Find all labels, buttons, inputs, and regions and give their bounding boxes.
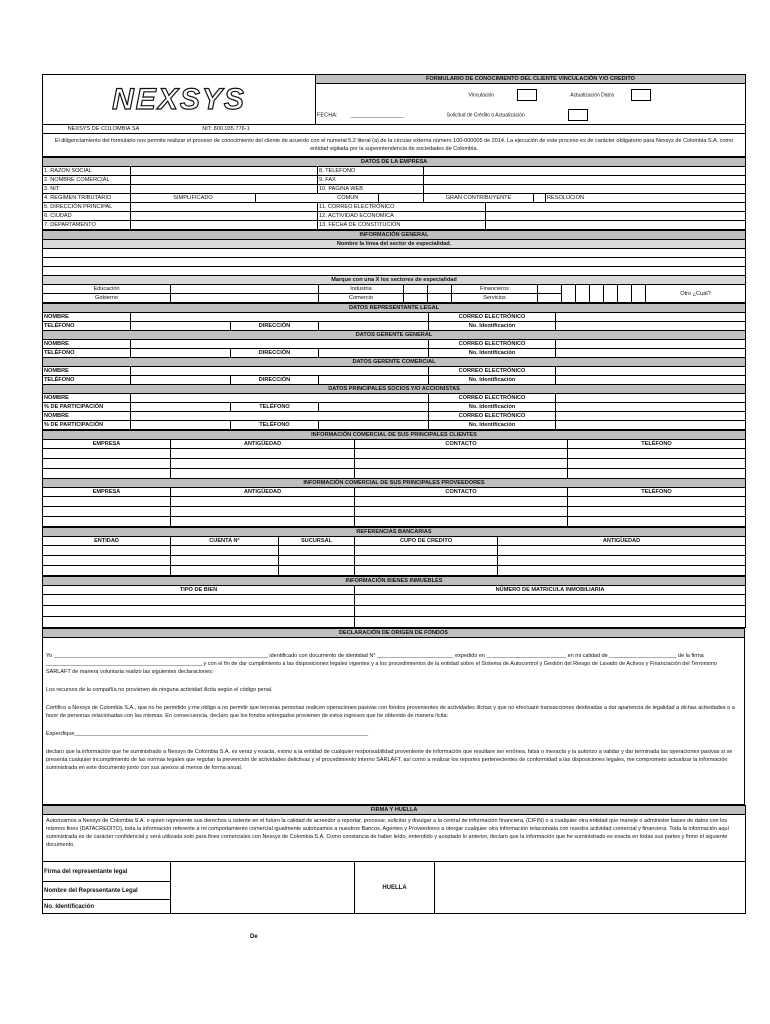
web-field[interactable]	[424, 185, 746, 194]
declaracion-table	[42, 628, 745, 805]
header-table	[42, 74, 746, 157]
vinculacion-checkbox[interactable]	[517, 89, 537, 101]
nit-field[interactable]	[131, 185, 318, 194]
declaracion-body	[43, 638, 745, 805]
rep-telefono-field[interactable]	[131, 322, 231, 331]
regimen-label: 4. REGIMEN TRIBUTARIO	[43, 194, 131, 203]
prov-row3[interactable]	[43, 517, 171, 527]
client-form	[42, 74, 745, 914]
soc1-part-label: % DE PARTICIPACIÓN	[43, 403, 131, 412]
com-nombre-label: NOMBRE	[43, 367, 131, 376]
soc2-telefono-field[interactable]	[319, 421, 429, 430]
soc2-correo-label: CORREO ELECTRÓNICO	[429, 412, 556, 421]
com-telefono-field[interactable]	[131, 376, 231, 385]
huella-label: HUELLA	[355, 862, 435, 914]
soc1-correo-field[interactable]	[556, 394, 746, 403]
nexsys-logo: NEXSYS	[112, 82, 246, 116]
actualizacion-checkbox[interactable]	[631, 89, 651, 101]
ger-nombre-label: NOMBRE	[43, 340, 131, 349]
cli-antiguedad-head: ANTIGÜEDAD	[171, 440, 355, 449]
firma-rep-label: Firma del representante legal	[43, 862, 171, 882]
socios-title: DATOS PRINCIPALES SOCIOS Y/O ACCIONISTAS	[43, 385, 746, 394]
cupo-head: CUPO DE CREDITO	[355, 537, 498, 546]
soc2-id-label: No. Identificación	[429, 421, 556, 430]
cli-empresa-head: EMPRESA	[43, 440, 171, 449]
intro-text: El diligenciamiento del formulario nos permite realizar el proceso de conocimiento del cliente de acuerdo con el numeral 5.2 literal (a) de la circular externa número 100-000005 de 2014. La ejecución de este proceso es de carácter obligatorio para Nexsys de Colombia S.A. como entidad vigilada por la superintendencia de sociedades de Colombia.	[43, 134, 746, 157]
soc1-nombre-label: NOMBRE	[43, 394, 131, 403]
com-nombre-field[interactable]	[131, 367, 429, 376]
cli-contacto-head: CONTACTO	[355, 440, 568, 449]
ger-direccion-field[interactable]	[319, 349, 429, 358]
declaracion-title: DECLARACIÓN DE ORIGEN DE FONDOS	[43, 629, 745, 638]
personas-table	[42, 303, 746, 430]
tipo-bien-head: TIPO DE BIEN	[43, 586, 355, 595]
no-id-label: No. Identificación	[43, 900, 171, 914]
firma-field[interactable]	[171, 862, 355, 914]
prov-row1[interactable]	[43, 497, 171, 507]
soc2-nombre-label: NOMBRE	[43, 412, 131, 421]
com-direccion-field[interactable]	[319, 376, 429, 385]
soc1-telefono-label: TELÉFONO	[231, 403, 319, 412]
declaracion-p4[interactable]: Especifique________________________________________________________________________________________________	[46, 731, 369, 737]
ger-nombre-field[interactable]	[131, 340, 429, 349]
rep-title: DATOS REPRESENTANTE LEGAL	[43, 304, 746, 313]
ger-correo-label: CORREO ELECTRÓNICO	[429, 340, 556, 349]
servicios-option[interactable]: Servicios	[452, 294, 538, 303]
ciudad-field[interactable]	[131, 212, 318, 221]
rep-id-field[interactable]	[556, 322, 746, 331]
depto-field[interactable]	[131, 221, 318, 230]
bank-row1[interactable]	[43, 546, 171, 556]
options-cell	[316, 84, 746, 107]
empresa-table	[42, 157, 746, 230]
inm-row1[interactable]	[43, 595, 355, 606]
educacion-option[interactable]: Educación	[43, 285, 171, 294]
prov-telefono-head: TELÉFONO	[568, 488, 746, 497]
declaracion-p5: declaro que la información que he suministrado a Nexsys de Colombia S.A. es veraz y exacta, eximo a la entidad de cualquier responsabilidad proveniente de información que resultare ser errónea, falsa o inexacta y la autorizo a validar y dar terminada las operaciones pasivas si se presenta cualquier incumplimiento de las normas legales que regulan la prevención de actividades delictivas y el procedimiento interno SARLAFT, así como a realizar los reportes pertenecientes de conformidad a las disposiciones legales, me comprometo actualizar la información suministrada en este documento junto con sus anexos al menos de forma anual.	[46, 749, 733, 771]
bank-row2[interactable]	[43, 556, 171, 566]
solicitud-label: Solicitud de Crédito o Actualización	[446, 112, 525, 119]
simplificado-option[interactable]: SIMPLIFICADO	[131, 194, 256, 203]
bancos-table	[42, 527, 746, 576]
cli-row3[interactable]	[43, 469, 171, 479]
prov-row2[interactable]	[43, 507, 171, 517]
general-table	[42, 230, 746, 303]
soc2-part-field[interactable]	[131, 421, 231, 430]
huella-field[interactable]	[435, 862, 746, 914]
fecha-const-label: 13. FECHA DE CONSTITUCIÓN	[318, 221, 486, 230]
rep-nombre-field[interactable]	[131, 313, 429, 322]
company-cell	[43, 125, 316, 134]
ger-direccion-label: DIRECCIÓN	[231, 349, 319, 358]
com-id-label: No. Identificación	[429, 376, 556, 385]
entidad-head: ENTIDAD	[43, 537, 171, 546]
matricula-head: NÚMERO DE MATRICULA INMOBILIARIA	[355, 586, 746, 595]
comun-option[interactable]: COMUN	[318, 194, 379, 203]
com-id-field[interactable]	[556, 376, 746, 385]
ger-correo-field[interactable]	[556, 340, 746, 349]
actividad-label: 12. ACTIVIDAD ECONOMICA	[318, 212, 486, 221]
telefono-label: 8. TELEFONO	[318, 167, 424, 176]
nit-label: 3. NIT	[43, 185, 131, 194]
ger-telefono-field[interactable]	[131, 349, 231, 358]
solicitud-checkbox[interactable]	[568, 109, 588, 121]
nombre-rep-label: Nombre del Representante Legal	[43, 882, 171, 900]
inmuebles-table	[42, 576, 746, 628]
razon-label: 1. RAZON SOCIAL	[43, 167, 131, 176]
marque-label: Marque con una X los sectores de especialidad	[43, 276, 746, 285]
declaracion-p2: Los recursos de la compañía no provienen de ninguna actividad ilícita según el código penal.	[46, 687, 273, 693]
fecha-field[interactable]: _________________	[350, 112, 404, 119]
soc2-id-field[interactable]	[556, 421, 746, 430]
gobierno-option[interactable]: Gobierno	[43, 294, 171, 303]
fecha-label: FECHA:	[317, 112, 338, 119]
soc1-id-label: No. Identificación	[429, 403, 556, 412]
prov-contacto-head: CONTACTO	[355, 488, 568, 497]
inmuebles-title: INFORMACIÓN BIENES INMUEBLES	[43, 577, 746, 586]
fax-label: 9. FAX	[318, 176, 424, 185]
form-title: FORMULARIO DE CONOCIMIENTO DEL CLIENTE VINCULACIÓN Y/O CREDITO	[316, 75, 746, 84]
sucursal-head: SUCURSAL	[279, 537, 355, 546]
soc1-part-field[interactable]	[131, 403, 231, 412]
com-correo-field[interactable]	[556, 367, 746, 376]
fax-field[interactable]	[424, 176, 746, 185]
rep-telefono-label: TELÉFONO	[43, 322, 131, 331]
resolucion-label: RESOLUCION	[546, 194, 746, 203]
firma-title: FIRMA Y HUELLA	[43, 806, 746, 815]
otro-option[interactable]: Otro ¿Cuál?	[646, 285, 746, 303]
gerente-title: DATOS GERENTE GENERAL	[43, 331, 746, 340]
direccion-label: 5. DIRECCIÓN PRINCIPAL	[43, 203, 131, 212]
depto-label: 7. DEPARTAMENTO	[43, 221, 131, 230]
declaracion-p1: Yo ______________________________________________________________________ identificado con documento de identidad N° _________________________ expedido en __________________________ en mi calidad de ______________________ de la firma ___________________________________________________ y con el fin de dar cumplimiento a las disposiciones legales vigentes y a los procedimientos de la entidad sobre el Sistema de Autocontrol y Gestión del Riesgo de Lavado de Activos y Financiación del Terrorismo SARLAFT de manera voluntaria realizo las siguientes declaraciones:	[46, 653, 718, 675]
declaracion-p3: Certifico a Nexsys de Colombia S.A., que no he permitido y me obligo a no permitir que terceras personas realicen operaciones pasivas con fondos provenientes de actividades ilícitas y que no efectuaré transacciones destinadas a dar apariencia de legalidad a dichas actividades o a favor de personas relacionadas con las mismas. En consecuencia, declaro que los fondos entregados provienen de estos ingresos que he obtenido de manera lícita:	[46, 705, 735, 719]
firma-text: Autorizamos a Nexsys de Colombia S.A. o quien represente sus derechos u ostente en el futuro la calidad de acreedor a reportar, procesar, solicitar y divulgar a la central de información financiera, (CIFIN) o a cualquier otra entidad que maneje o administre bases de datos con los mismos fines (DATACREDITO), toda la información referente a mi comportamiento comercial igualmente autorizamos a nuestros Bancos, Agentes y Proveedores a otorgar cualquier otra información relacionada con nuestra actividad comercial y financiera. Toda la información aquí suministrada es de carácter confidencial y será utilizada solo para fines comerciales con Nexsys de Colombia S.A. Como constancia de haber leído, entendido y aceptado lo anterior, declaro que la información que he suministrado es exacta en todas sus partes y firmo el siguiente documento.	[43, 815, 746, 862]
ciudad-label: 6. CIUDAD	[43, 212, 131, 221]
empresa-title: DATOS DE LA EMPRESA	[43, 158, 746, 167]
industria-option[interactable]: Industria	[319, 285, 404, 294]
clientes-title: INFORMACIÓN COMERCIAL DE SUS PRINCIPALES CLIENTES	[43, 431, 746, 440]
linea-label: Nombre la línea del sector de especialidad.	[43, 240, 746, 249]
cli-row2[interactable]	[43, 459, 171, 469]
financieros-option[interactable]: Financieros	[452, 285, 538, 294]
direccion-field[interactable]	[131, 203, 318, 212]
soc2-part-label: % DE PARTICIPACIÓN	[43, 421, 131, 430]
soc2-correo-field[interactable]	[556, 412, 746, 421]
logo-cell	[43, 75, 316, 125]
fecha-const-field[interactable]	[486, 221, 746, 230]
linea-field-3[interactable]	[43, 267, 746, 276]
inm-row2[interactable]	[43, 606, 355, 617]
rep-direccion-field[interactable]	[319, 322, 429, 331]
soc1-correo-label: CORREO ELECTRÓNICO	[429, 394, 556, 403]
nombre-com-field[interactable]	[131, 176, 318, 185]
com-telefono-label: TELÉFONO	[43, 376, 131, 385]
rep-correo-label: CORREO ELECTRÓNICO	[429, 313, 556, 322]
cuenta-head: CUENTA N°	[171, 537, 279, 546]
linea-field-2[interactable]	[43, 258, 746, 267]
cli-row1[interactable]	[43, 449, 171, 459]
bank-antiguedad-head: ANTIGÜEDAD	[498, 537, 746, 546]
rep-id-label: No. Identificación	[429, 322, 556, 331]
clientes-table	[42, 430, 746, 527]
company-nit: NIT: 800.035.776-1	[202, 126, 250, 132]
gran-option[interactable]: GRAN CONTRIBUYENTE	[424, 194, 534, 203]
com-direccion-label: DIRECCIÓN	[231, 376, 319, 385]
ger-id-label: No. Identificación	[429, 349, 556, 358]
ger-telefono-label: TELÉFONO	[43, 349, 131, 358]
company-name: NEXSYS DE COLOMBIA SA	[67, 126, 140, 132]
rep-nombre-label: NOMBRE	[43, 313, 131, 322]
nombre-com-label: 2. NOMBRE COMERCIAL	[43, 176, 131, 185]
rep-direccion-label: DIRECCIÓN	[231, 322, 319, 331]
prov-antiguedad-head: ANTIGÜEDAD	[171, 488, 355, 497]
rep-correo-field[interactable]	[556, 313, 746, 322]
actividad-field[interactable]	[486, 212, 746, 221]
ger-id-field[interactable]	[556, 349, 746, 358]
prov-empresa-head: EMPRESA	[43, 488, 171, 497]
inm-row3[interactable]	[43, 617, 355, 628]
vinculacion-label: Vinculación	[468, 92, 495, 99]
web-label: 10. PAGINA WEB	[318, 185, 424, 194]
soc1-nombre-field[interactable]	[131, 394, 429, 403]
soc2-nombre-field[interactable]	[131, 412, 429, 421]
telefono-field[interactable]	[424, 167, 746, 176]
bancos-title: REFERENCIAS BANCARIAS	[43, 528, 746, 537]
correo-label: 11. CORREO ELECTRÓNICO	[318, 203, 486, 212]
com-correo-label: CORREO ELECTRÓNICO	[429, 367, 556, 376]
linea-field-1[interactable]	[43, 249, 746, 258]
soc2-telefono-label: TELÉFONO	[231, 421, 319, 430]
firma-table	[42, 805, 746, 914]
comercio-option[interactable]: Comercio	[319, 294, 404, 303]
general-title: INFORMACIÓN GENERAL	[43, 231, 746, 240]
comercial-title: DATOS GERENTE COMERCIAL	[43, 358, 746, 367]
razon-field[interactable]	[131, 167, 318, 176]
cli-telefono-head: TELÉFONO	[568, 440, 746, 449]
soc1-id-field[interactable]	[556, 403, 746, 412]
soc1-telefono-field[interactable]	[319, 403, 429, 412]
fecha-cell	[316, 106, 746, 125]
bank-row3[interactable]	[43, 566, 171, 576]
correo-field[interactable]	[486, 203, 746, 212]
actualizacion-label: Actualización Datos	[570, 92, 615, 99]
proveedores-title: INFORMACIÓN COMERCIAL DE SUS PRINCIPALES PROVEEDORES	[43, 479, 746, 488]
de-label: De	[250, 934, 258, 940]
